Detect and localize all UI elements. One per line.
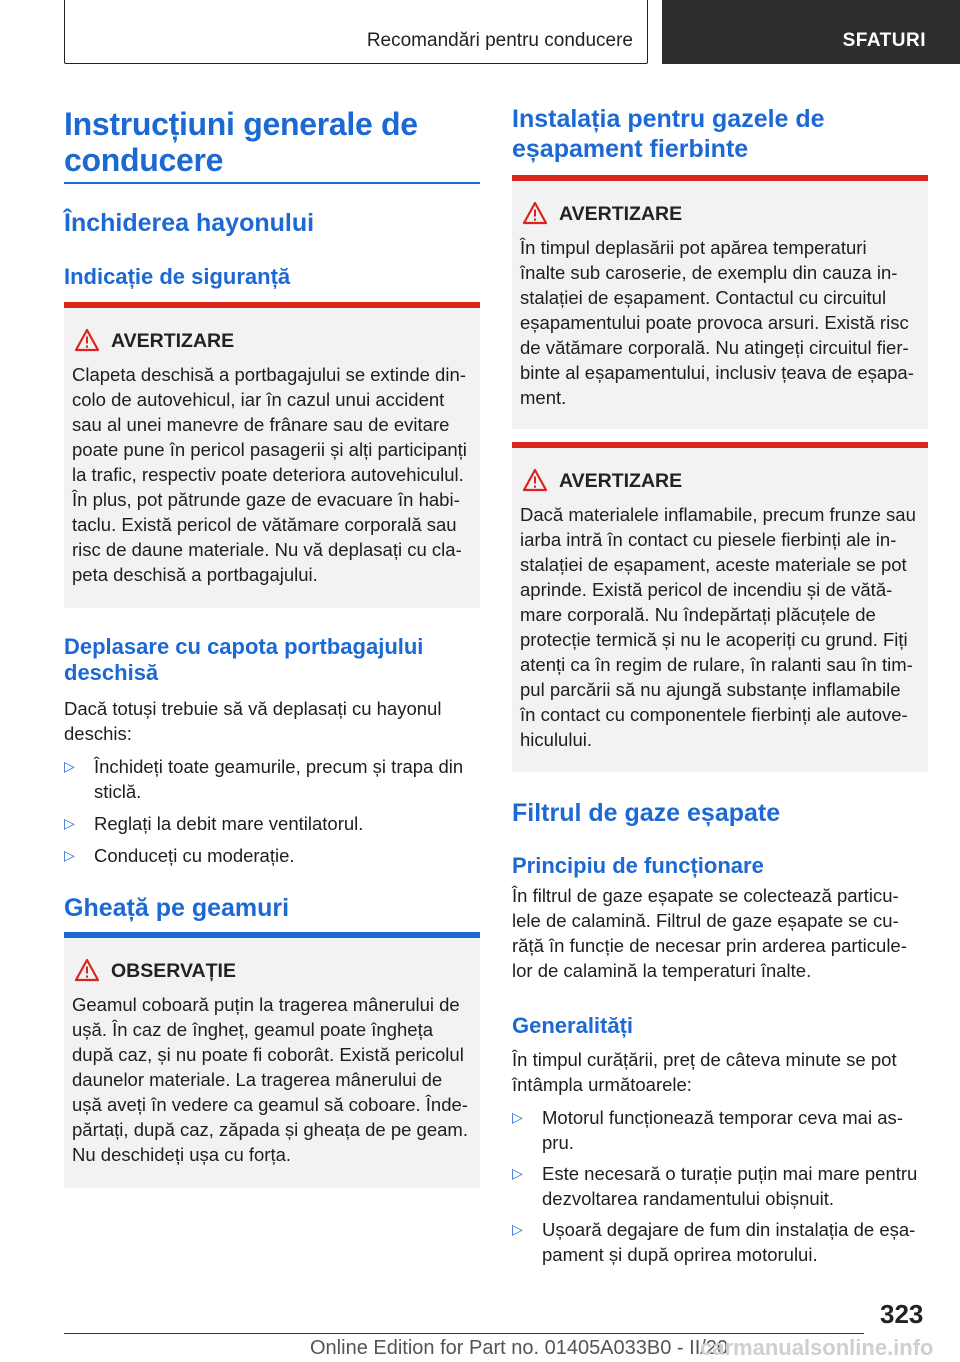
text-line: în contact cu componentele fierbinți ale autove- bbox=[520, 704, 908, 725]
text-line: Geamul coboară puțin la tragerea mânerului de bbox=[72, 994, 460, 1015]
text-line: taclu. Există pericol de vătămare corporală sau bbox=[72, 514, 457, 535]
header-tab bbox=[662, 0, 960, 64]
bullet-triangle-icon: ▷ bbox=[64, 815, 75, 831]
page-header bbox=[0, 0, 960, 66]
text-line: dezvoltarea randamentului obișnuit. bbox=[542, 1188, 835, 1209]
heading-line: Deplasare cu capota portbagajului bbox=[64, 634, 424, 659]
warning-label: AVERTIZARE bbox=[559, 470, 683, 492]
text-line: întâmpla următoarele: bbox=[512, 1074, 692, 1095]
warning-text bbox=[520, 502, 922, 752]
warning-triangle-icon bbox=[522, 201, 548, 225]
text-line: mare corporală. Nu îndepărtați plăcuțele de bbox=[520, 604, 876, 625]
header-section-box bbox=[64, 0, 648, 64]
text-line: Dacă materialele inflamabile, precum frunze sau bbox=[520, 504, 916, 525]
text-line: protecție termică și nu le acoperiți cu grund. Fiți bbox=[520, 629, 908, 650]
text-line: daunelor materiale. La tragerea mânerului de bbox=[72, 1069, 443, 1090]
text-line: stalației de eșapament. Contactul cu circuitul bbox=[520, 287, 887, 308]
text-line: ușă. În caz de îngheț, geamul poate îngheța bbox=[72, 1019, 434, 1040]
bullet-triangle-icon: ▷ bbox=[512, 1109, 523, 1125]
heading-line: Instalația pentru gazele de bbox=[512, 105, 825, 133]
text-line: la trafic, respectiv poate deteriora autovehiculul. bbox=[72, 464, 464, 485]
subheading-general: Generalități bbox=[512, 1013, 634, 1038]
text-line: peta deschisă a portbagajului. bbox=[72, 564, 318, 585]
heading-line: Instrucțiuni generale de bbox=[64, 106, 418, 142]
general-paragraph bbox=[512, 1047, 897, 1097]
footer-rule bbox=[64, 1333, 864, 1334]
text-line: deschis: bbox=[64, 723, 132, 744]
text-line: risc de daune materiale. Nu vă deplasați cu cla- bbox=[72, 539, 462, 560]
edition-text: Online Edition for Part no. 01405A033B0 - II/20 bbox=[310, 1337, 729, 1359]
warning-box-flammables bbox=[512, 442, 928, 772]
subheading-principle: Principiu de funcționare bbox=[512, 853, 764, 878]
text-line: hiculului. bbox=[520, 729, 592, 750]
section-heading-exhaust bbox=[512, 104, 825, 164]
note-bar bbox=[64, 932, 480, 938]
text-line: ment. bbox=[520, 387, 567, 408]
text-line: pru. bbox=[542, 1132, 574, 1153]
subheading-tailgate: Închiderea hayonului bbox=[64, 209, 315, 237]
bullet-triangle-icon: ▷ bbox=[64, 847, 75, 863]
warning-triangle-icon bbox=[74, 328, 100, 352]
text-line: lele de calamină. Filtrul de gaze eșapate se cu- bbox=[512, 910, 899, 931]
text-line: sticlă. bbox=[94, 781, 142, 802]
warning-text bbox=[520, 235, 922, 410]
subheading-open-trunk bbox=[64, 634, 423, 686]
text-line: de vătămare corporală. Nu atingeți circuitul fier- bbox=[520, 337, 909, 358]
subheading-ice: Gheață pe geamuri bbox=[64, 894, 290, 922]
warning-bar bbox=[64, 302, 480, 308]
note-label: OBSERVAȚIE bbox=[111, 960, 236, 982]
bullet-triangle-icon: ▷ bbox=[512, 1221, 523, 1237]
text-line: sau al unei manevre de frânare sau de evitare bbox=[72, 414, 450, 435]
note-box-ice bbox=[64, 932, 480, 1188]
text-line: iarba intră în contact cu piesele fierbinți ale in- bbox=[520, 529, 897, 550]
warning-text bbox=[72, 362, 474, 587]
text-line: Închideți toate geamurile, precum și trapa din bbox=[94, 756, 464, 777]
text-line: Nu deschideți ușa cu forța. bbox=[72, 1144, 292, 1165]
warning-bar bbox=[512, 442, 928, 448]
text-line: Clapeta deschisă a portbagajului se extinde din- bbox=[72, 364, 466, 385]
warning-triangle-icon bbox=[522, 468, 548, 492]
header-section-title: Recomandări pentru conducere bbox=[366, 30, 633, 51]
text-line: stalației de eșapament, aceste materiale se pot bbox=[520, 554, 907, 575]
heading-line: conducere bbox=[64, 142, 224, 178]
text-line: Este necesară o turație puțin mai mare pentru bbox=[542, 1163, 918, 1184]
header-tab-label: SFATURI bbox=[842, 30, 926, 51]
text-line: binte al eșapamentului, inclusiv țeava de eșapa- bbox=[520, 362, 914, 383]
principle-paragraph bbox=[512, 883, 907, 983]
note-text bbox=[72, 992, 474, 1167]
heading-line: eșapament fierbinte bbox=[512, 135, 749, 163]
warning-box-hot-exhaust bbox=[512, 175, 928, 429]
text-line: aprinde. Există pericol de incendiu și de vătă- bbox=[520, 579, 893, 600]
warning-label: AVERTIZARE bbox=[111, 330, 235, 352]
text-line: după caz, și nu poate fi coborât. Există pericolul bbox=[72, 1044, 464, 1065]
text-line: poate pune în pericol pasagerii și alți participanți bbox=[72, 439, 467, 460]
text-line: Reglați la debit mare ventilatorul. bbox=[94, 813, 364, 834]
heading-rule bbox=[64, 182, 480, 184]
warning-bar bbox=[512, 175, 928, 181]
text-line: În timpul deplasării pot apărea temperaturi bbox=[520, 237, 867, 258]
page-number: 323 bbox=[880, 1299, 924, 1329]
subheading-particle-filter: Filtrul de gaze eșapate bbox=[512, 799, 781, 827]
text-line: ușă aveți în vedere ca geamul să coboare. Înde- bbox=[72, 1094, 468, 1115]
text-line: Ușoară degajare de fum din instalația de eșa- bbox=[542, 1219, 916, 1240]
text-line: În timpul curățării, preț de câteva minute se pot bbox=[512, 1049, 897, 1070]
bullet-triangle-icon: ▷ bbox=[512, 1165, 523, 1181]
text-line: pul parcării să nu ajungă substanțe inflamabile bbox=[520, 679, 901, 700]
text-line: înalte sub caroserie, de exemplu din cauza in- bbox=[520, 262, 898, 283]
text-line: părtați, după caz, zăpada și gheața de pe geam. bbox=[72, 1119, 468, 1140]
subheading-safety: Indicație de siguranță bbox=[64, 264, 291, 289]
text-line: eșapamentului poate provoca arsuri. Există risc bbox=[520, 312, 909, 333]
text-line: atenți ca în regim de rulare, în ralanti sau în tim- bbox=[520, 654, 913, 675]
warning-triangle-icon bbox=[74, 958, 100, 982]
text-line: colo de autovehicul, iar în cazul unui accident bbox=[72, 389, 445, 410]
heading-line: deschisă bbox=[64, 660, 159, 685]
section-heading-driving bbox=[64, 106, 418, 178]
warning-box-tailgate bbox=[64, 302, 480, 608]
warning-label: AVERTIZARE bbox=[559, 203, 683, 225]
text-line: În plus, pot pătrunde gaze de evacuare în habi- bbox=[72, 489, 460, 510]
text-line: Motorul funcționează temporar ceva mai as- bbox=[542, 1107, 903, 1128]
watermark: carmanualsonline.info bbox=[700, 1335, 934, 1360]
text-line: răță în funcție de necesar prin arderea particule- bbox=[512, 935, 907, 956]
text-line: lor de calamină la temperaturi înalte. bbox=[512, 960, 812, 981]
bullet-triangle-icon: ▷ bbox=[64, 758, 75, 774]
text-line: Conduceți cu moderație. bbox=[94, 845, 295, 866]
text-line: Dacă totuși trebuie să vă deplasați cu hayonul bbox=[64, 698, 442, 719]
intro-paragraph bbox=[64, 696, 441, 746]
text-line: În filtrul de gaze eșapate se colectează particu- bbox=[512, 885, 899, 906]
text-line: pament și după oprirea motorului. bbox=[542, 1244, 818, 1265]
